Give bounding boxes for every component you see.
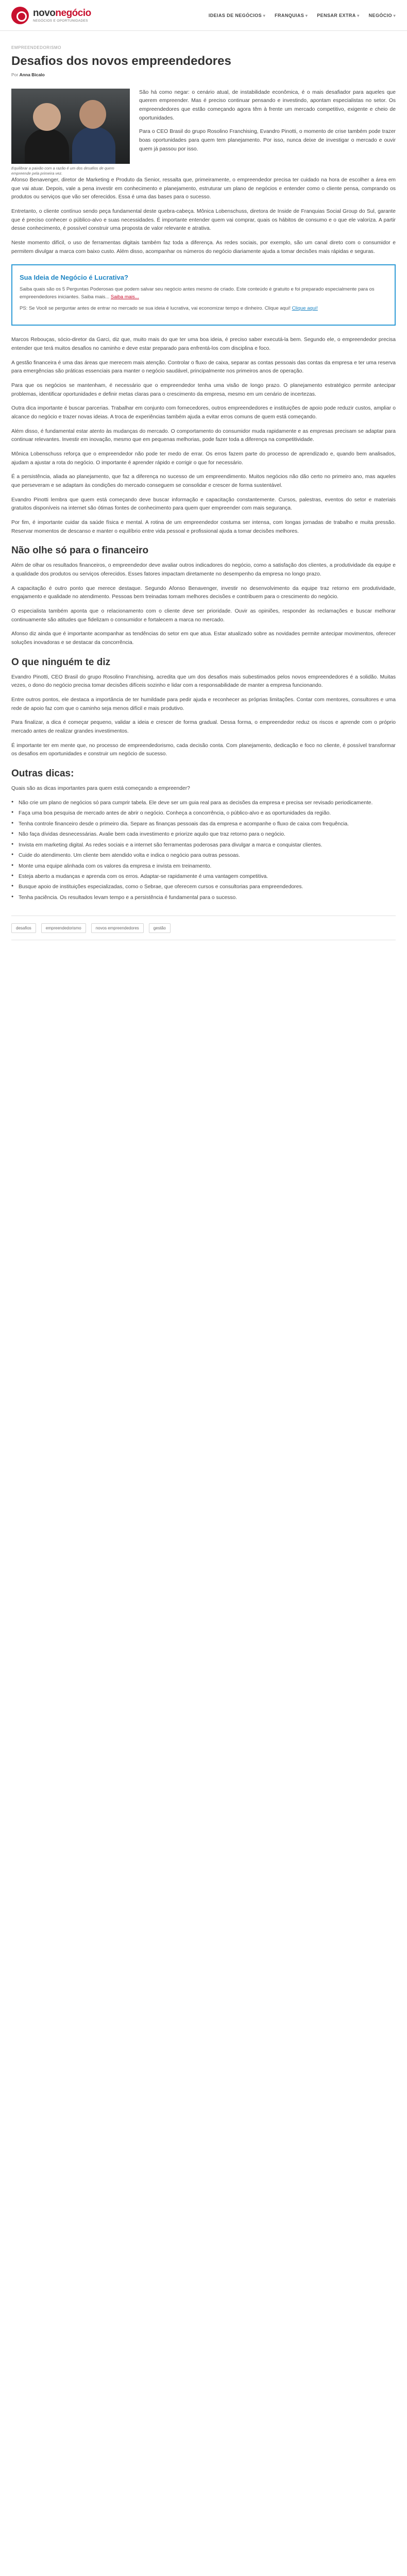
nav-item-ideias[interactable]: IDEIAS DE NEGÓCIOS ▾ — [209, 13, 265, 18]
promo-ps: PS: Se Você se perguntar antes de entrar no mercado se sua ideia é lucrativa, vai economizar tempo e dinheiro. Clique aqui! Clique aqui! — [20, 305, 318, 311]
paragraph: O especialista também aponta que o relacionamento com o cliente deve ser prioridade. Ouvir as opiniões, responder às reclamações e buscar melhorar continuamente são atitudes que fidelizam o consumidor e fortalecem a marca no mercado. — [11, 608, 396, 623]
tip-item: ● Tenha paciência. Os resultados levam tempo e a persistência é fundamental para o sucesso. — [11, 894, 396, 902]
article-title: Desafios dos novos empreendedores — [11, 54, 231, 68]
section-heading-ninguem-diz: O que ninguém te diz — [11, 656, 111, 668]
paragraph: Marcos Rebouças, sócio-diretor da Garci, diz que, muito mais do que ter uma boa ideia, é preciso saber executá-la bem. Segundo ele, o empreendedor precisa entender que terá muitos desafios no caminho e deve estar preparado para enfrentá-los com disciplina e foco. — [11, 337, 396, 351]
nav-item-pensar-extra[interactable]: PENSAR EXTRA ▾ — [317, 13, 359, 18]
logo-name: novonegócio — [33, 8, 91, 19]
paragraph: Afonso Benavenger, diretor de Marketing e Produto da Senior, ressalta que, primeiramente, o empreendedor precisa ter cuidado na hora de escolher a área em que vai atuar. Depois, vale a pena investir em conhecimento e planejamento, estruturar um plano de negócios e entender como o cliente pensa, comprando os produtos ou serviços que vão ser oferecidos. Essa é uma das bases para o sucesso. — [11, 177, 396, 200]
article-photo — [11, 89, 130, 164]
paragraph: Além de olhar os resultados financeiros, o empreendedor deve avaliar outros indicadores do negócio, como a satisfação dos clientes, a produtividade da equipe e a qualidade dos produtos ou serviços oferecidos. Esses fatores impactam diretamente no desempenho da empresa no longo prazo. — [11, 563, 396, 577]
lead-paragraph: São há como negar: o cenário atual, de instabilidade econômica, é o mais desafiador para aqueles que querem empreender. Mas é preciso continuar pensando e investindo, apontam especialistas no setor. Os empreendedores que estão começando agora têm à frente um mercado competitivo, exigente e cheio de oportunidades. — [139, 89, 396, 121]
tips-list — [11, 799, 396, 903]
tip-item: ● Esteja aberto a mudanças e aprenda com os erros. Adaptar-se rapidamente é uma vantagem competitiva. — [11, 873, 396, 881]
tips-intro: Quais são as dicas importantes para quem está começando a empreender? — [11, 786, 190, 792]
paragraph: A capacitação é outro ponto que merece destaque. Segundo Afonso Benavenger, investir no desenvolvimento da equipe traz retorno em produtividade, engajamento e qualidade no atendimento. Pessoas bem treinadas tomam melhores decisões e contribuem para o crescimento do negócio. — [11, 585, 396, 600]
nav-item-franquias[interactable]: FRANQUIAS ▾ — [275, 13, 308, 18]
section-heading-financeiro: Não olhe só para o financeiro — [11, 545, 149, 556]
article-body-2 — [11, 336, 396, 536]
tip-item: ● Busque apoio de instituições especializadas, como o Sebrae, que oferecem cursos e consultorias para empreendedores. — [11, 883, 396, 891]
logo-icon — [11, 7, 29, 24]
article-body-4 — [11, 673, 396, 759]
article-category[interactable]: EMPREENDEDORISMO — [11, 45, 61, 50]
tip-item: ● Monte uma equipe alinhada com os valores da empresa e invista em treinamento. — [11, 862, 396, 871]
promo-ps-link[interactable]: Clique aqui! — [292, 305, 318, 311]
logo-tagline: NEGÓCIOS E OPORTUNIDADES — [33, 19, 88, 23]
main-nav — [209, 13, 396, 18]
article — [0, 45, 407, 940]
article-lead — [11, 89, 396, 176]
paragraph: Mônica Lobenschuss reforça que o empreendedor não pode ter medo de errar. Os erros fazem parte do processo de aprendizado e, quando bem analisados, ajudam a ajustar a rota do negócio. O importante é aprender rápido e corrigir o que for necessário. — [11, 451, 396, 466]
paragraph: Afonso diz ainda que é importante acompanhar as tendências do setor em que atua. Estar atualizado sobre as novidades permite antecipar movimentos, oferecer soluções inovadoras e se destacar da concorrência. — [11, 631, 396, 646]
site-header — [0, 0, 407, 31]
tip-item: ● Tenha controle financeiro desde o primeiro dia. Separe as finanças pessoais das da empresa e acompanhe o fluxo de caixa com frequência. — [11, 820, 396, 828]
site-logo[interactable] — [11, 7, 91, 24]
tag-link[interactable]: desafios — [11, 923, 36, 933]
tip-item: ● Não crie um plano de negócios só para cumprir tabela. Ele deve ser um guia real para as decisões da empresa e precisa ser revisado periodicamente. — [11, 799, 396, 807]
tip-item: ● Não faça dívidas desnecessárias. Avalie bem cada investimento e priorize aquilo que traz retorno para o negócio. — [11, 831, 396, 839]
paragraph: Evandro Pinotti lembra que quem está começando deve buscar informação e capacitação constantemente. Cursos, palestras, eventos do setor e materiais gratuitos disponíveis na internet são ótimas fontes de conhecimento para quem quer empreender com mais segurança. — [11, 497, 396, 512]
nav-item-negocio[interactable]: NEGÓCIO ▾ — [369, 13, 396, 18]
paragraph: Evandro Pinotti, CEO Brasil do grupo Rosolino Franchising, acredita que um dos desafios mais subestimados pelos novos empreendedores é a solidão. Muitas vezes, o dono do negócio precisa tomar decisões difíceis sozinho e lidar com a responsabilidade de manter a empresa funcionando. — [11, 674, 396, 689]
promo-box — [11, 264, 396, 326]
promo-link[interactable]: Saiba mais... — [110, 294, 139, 300]
promo-title: Sua Ideia de Negócio é Lucrativa? — [20, 274, 128, 282]
tip-item: ● Cuide do atendimento. Um cliente bem atendido volta e indica o negócio para outras pessoas. — [11, 852, 396, 860]
article-body-3 — [11, 562, 396, 647]
tag-link[interactable]: empreendedorismo — [41, 923, 86, 933]
article-body-1 — [11, 176, 396, 256]
paragraph: Além disso, é fundamental estar atento às mudanças do mercado. O comportamento do consumidor muda rapidamente e as empresas precisam se adaptar para continuar relevantes. Investir em inovação, mesmo que em pequenas melhorias, pode fazer toda a diferença na competitividade. — [11, 428, 396, 443]
promo-text: Saiba quais são os 5 Perguntas Poderosas que podem salvar seu negócio antes mesmo de criado. Este conteúdo é gratuito e foi preparado especialmente para os empreendedores iniciantes. Saiba mais... Saiba mais... — [20, 286, 375, 300]
tag-link[interactable]: gestão — [149, 923, 171, 933]
paragraph: Entretanto, o cliente contínuo sendo peça fundamental deste quebra-cabeça. Mônica Lobenschuss, diretora de Inside de Franquias Social Group do Sul, garante que é preciso conhecer o público-alvo e suas necessidades. É importante entender quem vai comprar, quais os hábitos de consumo e o que ele valoriza. A partir desse conhecimento, é possível construir uma proposta de valor relevante e atrativa. — [11, 209, 396, 232]
paragraph: Para que os negócios se mantenham, é necessário que o empreendedor tenha uma visão de longo prazo. O planejamento estratégico permite antecipar problemas, identificar oportunidades e definir metas claras para o crescimento da empresa, mesmo em um cenário de incertezas. — [11, 382, 396, 397]
tag-bar — [11, 916, 396, 940]
tip-item: ● Faça uma boa pesquisa de mercado antes de abrir o negócio. Conheça a concorrência, o público-alvo e as oportunidades da região. — [11, 809, 396, 818]
paragraph: Outra dica importante é buscar parcerias. Trabalhar em conjunto com fornecedores, outros empreendedores e instituições de apoio pode reduzir custos, ampliar o alcance do negócio e trazer novas ideias. A troca de experiências também ajuda a evitar erros comuns de quem está começando. — [11, 405, 396, 420]
lead-paragraph: Para o CEO Brasil do grupo Rosolino Franchising, Evandro Pinotti, o momento de crise também pode trazer boas oportunidades para quem tem planejamento. Por isso, nunca deixe de investigar o mercado e ouvir quem já passou por isso. — [139, 129, 396, 152]
section-heading-outras-dicas: Outras dicas: — [11, 768, 74, 779]
paragraph: A gestão financeira é uma das áreas que merecem mais atenção. Controlar o fluxo de caixa, separar as contas pessoais das contas da empresa e ter uma reserva para emergências são práticas essenciais para manter o negócio saudável, principalmente nos primeiros anos de operação. — [11, 360, 396, 375]
paragraph: Entre outros pontos, ele destaca a importância de ter humildade para pedir ajuda e reconhecer as próprias limitações. Contar com mentores, consultores e uma rede de apoio faz com que o caminho seja menos difícil e mais produtivo. — [11, 697, 396, 711]
paragraph: É importante ter em mente que, no processo de empreendedorismo, cada decisão conta. Com planejamento, dedicação e foco no cliente, é possível transformar os desafios em oportunidades e construir um negócio de sucesso. — [11, 742, 396, 757]
tip-item: ● Invista em marketing digital. As redes sociais e a internet são ferramentas poderosas para divulgar a marca e conquistar clientes. — [11, 841, 396, 850]
photo-caption: Equilibrar a paixão com a razão é um dos desafios de quem empreende pela primeira vez. — [11, 165, 114, 176]
author-link[interactable]: Anna Bicalo — [19, 72, 45, 77]
paragraph: Por fim, é importante cuidar da saúde física e mental. A rotina de um empreendedor costuma ser intensa, com longas jornadas de trabalho e muita pressão. Reservar momentos de descanso e manter o equilíbrio entre vida pessoal e profissional ajuda a tomar decisões melhores. — [11, 519, 396, 534]
tag-link[interactable]: novos empreendedores — [91, 923, 144, 933]
paragraph: É a persistência, aliada ao planejamento, que faz a diferença no sucesso de um empreendimento. Muitos negócios não dão certo no primeiro ano, mas aqueles que perseveram e se adaptam às condições do mercado conseguem se consolidar e crescer de forma sustentável. — [11, 474, 396, 488]
paragraph: Neste momento difícil, o uso de ferramentas digitais também faz toda a diferença. As redes sociais, por exemplo, são um canal direto com o consumidor e permitem divulgar a marca com baixo custo. Além disso, acompanhar os números do negócio diariamente ajuda a tomar decisões mais rápidas e seguras. — [11, 240, 396, 255]
article-byline: Por Anna Bicalo — [11, 72, 45, 77]
paragraph: Para finalizar, a dica é começar pequeno, validar a ideia e crescer de forma gradual. Dessa forma, o empreendedor reduz os riscos e aprende com o próprio mercado antes de realizar grandes investimentos. — [11, 720, 396, 734]
